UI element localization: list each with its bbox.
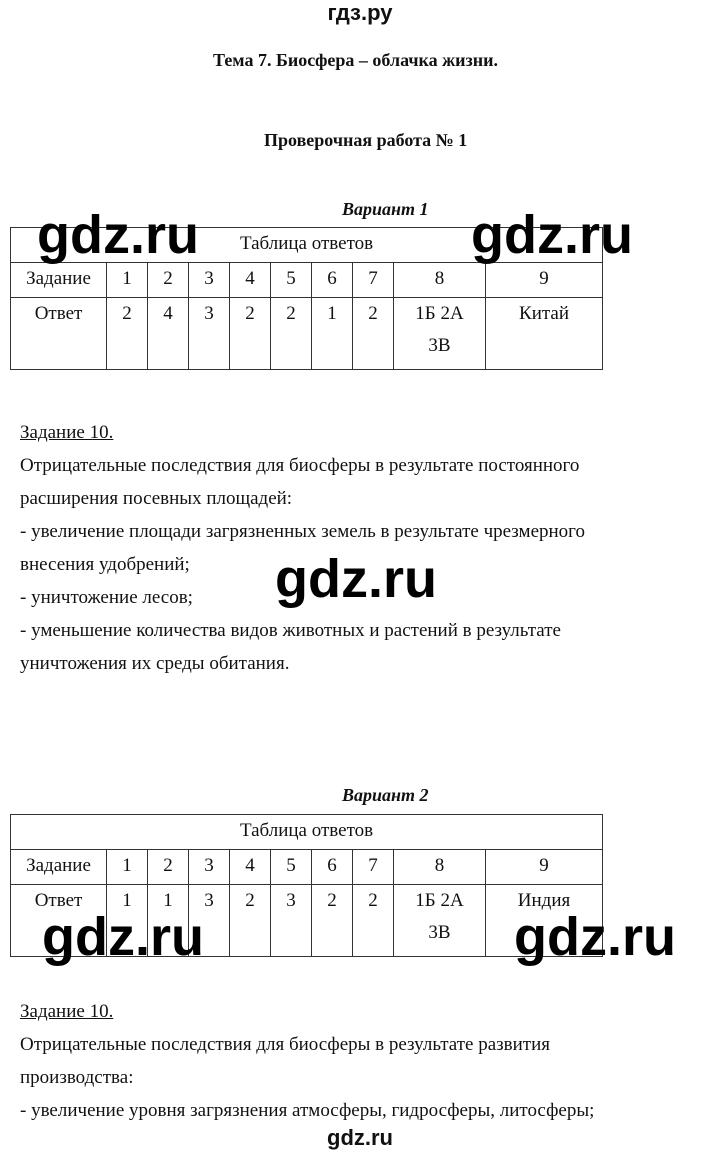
task10-label: Задание 10. — [20, 1001, 114, 1022]
work-title: Проверочная работа № 1 — [264, 130, 468, 150]
watermark: gdz.ru — [471, 205, 633, 265]
task-number: 6 — [312, 850, 353, 885]
row-label-task: Задание — [11, 263, 107, 298]
table-caption: Таблица ответов — [11, 815, 603, 850]
task10-variant-1 — [20, 416, 710, 680]
task10-variant-2 — [20, 995, 710, 1127]
task-number: 7 — [353, 850, 394, 885]
answer-cell: 1 — [312, 298, 353, 370]
task-number: 2 — [148, 850, 189, 885]
task10-line: внесения удобрений; — [20, 554, 190, 575]
answer-cell: 2 — [312, 885, 353, 957]
task10-line: расширения посевных площадей: — [20, 488, 293, 509]
task10-line: - увеличение площади загрязненных земель в результате чрезмерного — [20, 521, 585, 542]
answer-cell: 1 — [148, 885, 189, 957]
watermark: gdz.ru — [275, 549, 437, 609]
answer-cell: 4 — [148, 298, 189, 370]
table-caption: Таблица ответов — [11, 228, 603, 263]
task-number: 6 — [312, 263, 353, 298]
task-number: 1 — [107, 263, 148, 298]
task-number: 2 — [148, 263, 189, 298]
site-header: гдз.ру — [327, 0, 393, 25]
task10-line: Отрицательные последствия для биосферы в результате развития — [20, 1034, 551, 1055]
answer-cell: 2 — [353, 298, 394, 370]
table-row-answers — [11, 298, 603, 370]
table-row-tasks — [11, 850, 603, 885]
answer-cell: Индия — [486, 885, 603, 957]
answer-cell: 2 — [353, 885, 394, 957]
table-row-tasks — [11, 263, 603, 298]
answer-cell: 3 — [189, 885, 230, 957]
answer-cell: 3 — [271, 885, 312, 957]
variant-1-heading: Вариант 1 — [342, 199, 429, 219]
watermark: gdz.ru — [37, 205, 199, 265]
task-number: 9 — [486, 850, 603, 885]
answer-cell: Китай — [486, 298, 603, 370]
answer-cell: 2 — [230, 885, 271, 957]
task-number: 4 — [230, 850, 271, 885]
task-number: 3 — [189, 263, 230, 298]
task10-line: Отрицательные последствия для биосферы в результате постоянного — [20, 455, 580, 476]
row-label-answer: Ответ — [11, 885, 107, 957]
answer-cell: 1 — [107, 885, 148, 957]
task-number: 5 — [271, 263, 312, 298]
task-number: 7 — [353, 263, 394, 298]
task10-label: Задание 10. — [20, 422, 114, 443]
answer-cell: 2 — [107, 298, 148, 370]
watermark: gdz.ru — [42, 907, 204, 967]
task10-line: производства: — [20, 1067, 134, 1088]
task-number: 8 — [394, 263, 486, 298]
answer-cell: 2 — [230, 298, 271, 370]
task-number: 3 — [189, 850, 230, 885]
row-label-answer: Ответ — [11, 298, 107, 370]
task10-line: - увеличение уровня загрязнения атмосферы, гидросферы, литосферы; — [20, 1100, 595, 1121]
answer-cell: 1Б 2А 3В — [394, 298, 486, 370]
table-caption-row — [11, 815, 603, 850]
task10-line: - уменьшение количества видов животных и растений в результате — [20, 620, 561, 641]
task10-line: - уничтожение лесов; — [20, 587, 193, 608]
answer-cell: 2 — [271, 298, 312, 370]
task-number: 9 — [486, 263, 603, 298]
task-number: 4 — [230, 263, 271, 298]
task10-line: уничтожения их среды обитания. — [20, 653, 290, 674]
variant-2-heading: Вариант 2 — [342, 785, 429, 805]
watermark: gdz.ru — [514, 907, 676, 967]
answer-cell: 1Б 2А 3В — [394, 885, 486, 957]
site-footer: gdz.ru — [327, 1125, 393, 1150]
task-number: 1 — [107, 850, 148, 885]
row-label-task: Задание — [11, 850, 107, 885]
task-number: 5 — [271, 850, 312, 885]
topic-title: Тема 7. Биосфера – облачка жизни. — [213, 50, 499, 70]
task-number: 8 — [394, 850, 486, 885]
answer-cell: 3 — [189, 298, 230, 370]
